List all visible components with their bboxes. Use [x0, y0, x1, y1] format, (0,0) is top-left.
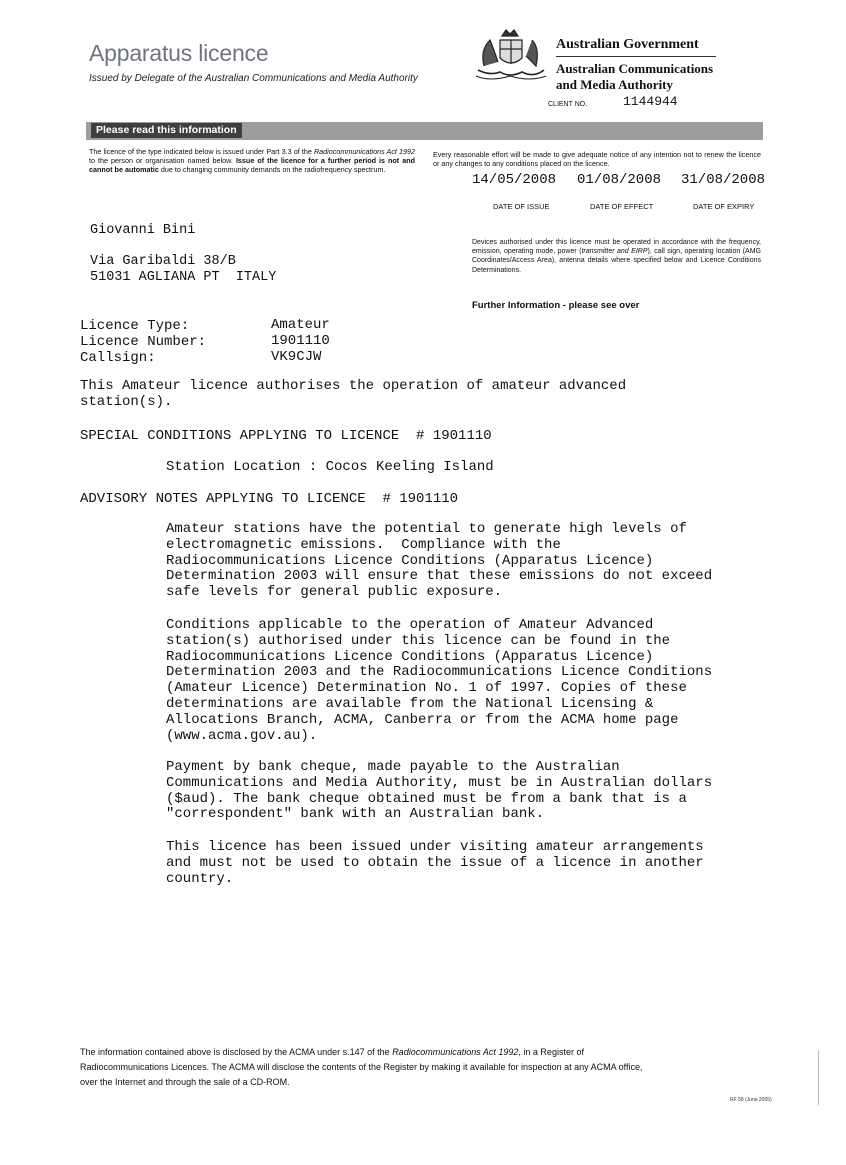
- advisory-paragraph: Payment by bank cheque, made payable to the Australian Communications and Media Authority, must be in Australian dollars ($aud). The bank cheque obtained must be from a bank that is a "correspondent" bank with an Australian bank.: [166, 759, 713, 823]
- act-name: Radiocommunications Act 1992: [313, 147, 416, 156]
- agency-line-1: Australian Communications: [556, 61, 714, 76]
- note-text: Devices authorised under this licence must be operated in accordance with the frequency, emission, operating mode, power (: [472, 239, 761, 256]
- footer-text: , in a Register of Radiocommunications Licences. The ACMA will disclose the contents of the Register by making it available for inspection at any ACMA office, over the Internet and through the sale of a CD-ROM.: [80, 1047, 643, 1087]
- callsign-value: VK9CJW: [271, 349, 322, 365]
- info-text: The licence of the type indicated below is issued under Part 3.3 of the: [89, 147, 312, 156]
- address-line-2: 51031 AGLIANA PT ITALY: [90, 270, 277, 285]
- agency-line-2: and Media Authority: [556, 77, 674, 92]
- advisory-paragraph: This licence has been issued under visiting amateur arrangements and must not be used to obtain the issue of a licence in another country.: [166, 839, 704, 887]
- agency-name: [556, 61, 713, 93]
- form-code: RF 58 (June 2005): [730, 1097, 772, 1103]
- further-information: Further Information - please see over: [472, 300, 640, 311]
- coat-of-arms-icon: [472, 26, 550, 86]
- info-left-text: [89, 147, 415, 175]
- footer-act-name: Radiocommunications Act 1992: [392, 1047, 519, 1057]
- info-emphasis: Issue of the licence for a further period is not and cannot be automatic: [89, 156, 415, 175]
- date-of-effect-label: DATE OF EFFECT: [590, 202, 654, 211]
- scan-edge-line: [818, 1050, 819, 1105]
- client-number-label: CLIENT NO.: [548, 101, 588, 108]
- authorisation-text: This Amateur licence authorises the operation of amateur advanced station(s).: [80, 378, 627, 410]
- licence-type-label: Licence Type:: [80, 318, 190, 334]
- footer-disclosure: [80, 1045, 650, 1090]
- footer-text: The information contained above is disclosed by the ACMA under s.147 of the: [80, 1047, 393, 1057]
- licence-type-value: Amateur: [271, 317, 330, 333]
- info-text: to the person or organisation named below.: [89, 156, 233, 166]
- date-of-expiry: 31/08/2008: [681, 172, 766, 188]
- advisory-paragraph: Conditions applicable to the operation of Amateur Advanced station(s) authorised under this licence can be found in the Radiocommunications Licence Conditions (Apparatus Licence) Determination 2003 and the Radiocommunications Licence Conditions (Amateur Licence) Determination No. 1 of 1997. Copies of these determinations are available from the National Licensing & Allocations Branch, ACMA, Canberra or from the ACMA home page (www.acma.gov.au).: [166, 617, 713, 744]
- devices-note: [472, 238, 761, 275]
- licence-number-value: 1901110: [271, 333, 330, 349]
- info-text: due to changing community demands on the radiofrequency spectrum.: [158, 165, 386, 175]
- station-location: Station Location : Cocos Keeling Island: [166, 459, 494, 475]
- date-of-expiry-label: DATE OF EXPIRY: [693, 202, 755, 211]
- client-number: 1144944: [623, 94, 678, 109]
- date-of-effect: 01/08/2008: [577, 172, 662, 188]
- note-italic: transmitter and EIRP: [581, 248, 648, 256]
- info-right-text: Every reasonable effort will be made to give adequate notice of any intention not to renew the licence or any changes to any conditions placed on the licence.: [433, 150, 761, 169]
- header-divider: [556, 56, 716, 57]
- address-line-1: Via Garibaldi 38/B: [90, 254, 236, 269]
- advisory-paragraph: Amateur stations have the potential to generate high levels of electromagnetic emissions. Compliance with the Radiocommunications Licence Conditions (Apparatus Licence) Determination 2003 will ensure that these emissions do not exceed safe levels for general public exposure.: [166, 521, 713, 601]
- info-tab-label: Please read this information: [91, 123, 242, 138]
- date-of-issue-label: DATE OF ISSUE: [493, 202, 550, 211]
- date-of-issue: 14/05/2008: [472, 172, 557, 188]
- advisory-notes-heading: ADVISORY NOTES APPLYING TO LICENCE # 1901110: [80, 491, 459, 507]
- licence-number-label: Licence Number:: [80, 334, 207, 350]
- callsign-label: Callsign:: [80, 350, 156, 366]
- government-name: Australian Government: [556, 37, 699, 52]
- note-text: ), call sign, operating location (AMG Coordinates/Access Area), antenna details where specified below and Licence Conditions Determinations.: [472, 248, 761, 274]
- special-conditions-heading: SPECIAL CONDITIONS APPLYING TO LICENCE # 1901110: [80, 428, 492, 444]
- document-title: Apparatus licence: [89, 40, 269, 66]
- licensee-name: Giovanni Bini: [90, 223, 196, 238]
- document-subtitle: Issued by Delegate of the Australian Communications and Media Authority: [89, 73, 418, 84]
